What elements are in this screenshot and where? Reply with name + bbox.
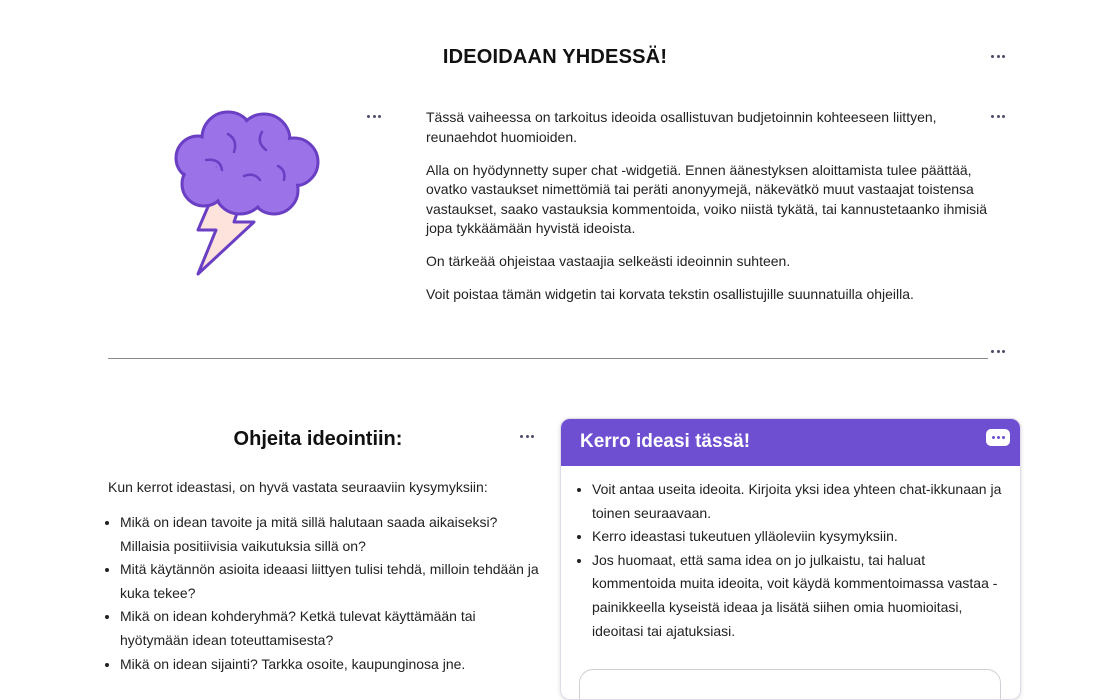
chat-instructions-list	[561, 478, 1002, 643]
guide-question-list	[108, 511, 540, 676]
guide-title: Ohjeita ideointiin:	[233, 428, 403, 450]
chat-widget-title: Kerro ideasi tässä!	[580, 431, 751, 452]
list-item: • Voit antaa useita ideoita. Kirjoita yksi idea yhteen chat-ikkunaan ja toinen seuraavaan.	[592, 478, 1002, 525]
text-widget-menu-icon[interactable]	[991, 112, 1005, 120]
list-item: • Mikä on idean tavoite ja mitä sillä halutaan saada aikaiseksi? Millaisia positiivisia vaikutuksia sillä on?	[120, 511, 540, 558]
list-item: • Jos huomaat, että sama idea on jo julkaistu, tai haluat kommentoida muita ideoita, voit käydä kommentoimassa vastaa -painikkeella kyseistä ideaa ja lisätä siihen omia huomioitasi, ideoitasi tai ajatuksiasi.	[592, 549, 1002, 643]
guide-lead-text: Kun kerrot ideastasi, on hyvä vastata seuraaviin kysymyksiin:	[108, 479, 488, 495]
list-item: • Kerro ideastasi tukeutuen ylläoleviin kysymyksiin.	[592, 525, 1002, 549]
list-item: • Mitä käytännön asioita ideaasi liittyen tulisi tehdä, milloin tehdään ja kuka tekee?	[120, 558, 540, 605]
section-divider	[108, 358, 988, 359]
divider-widget-menu-icon[interactable]	[991, 347, 1005, 355]
page-title: IDEOIDAAN YHDESSÄ!	[442, 46, 668, 68]
list-item: • Mikä on idean kohderyhmä? Ketkä tulevat käyttämään tai hyötymään idean toteuttamisesta?	[120, 605, 540, 652]
intro-paragraph: Voit poistaa tämän widgetin tai korvata tekstin osallistujille suunnatuilla ohjeilla.	[426, 286, 914, 302]
title-widget-menu-icon[interactable]	[991, 52, 1005, 60]
intro-paragraph: On tärkeää ohjeistaa vastaajia selkeästi ideoinnin suhteen.	[426, 253, 791, 269]
brain-lightning-icon	[158, 110, 326, 278]
chat-widget-card	[560, 418, 1021, 700]
intro-paragraph: Alla on hyödynnetty super chat -widgetiä. Ennen äänestyksen aloittamista tulee päättää, ovatko vastaukset nimettömiä tai peräti anonyymejä, näkevätkö muut vastaajat toistensa vastaukset, saako vastauksia kommentoida, voiko niistä tykätä, tai kannustetaanko ihmisiä jopa tykkäämään hyvistä ideoista.	[426, 161, 988, 236]
intro-text	[426, 108, 998, 318]
chat-message-input[interactable]	[579, 669, 1001, 700]
list-item: • Mikä on idean sijainti? Tarkka osoite, kaupunginosa jne.	[120, 653, 540, 677]
chat-widget-menu-button[interactable]	[986, 429, 1010, 446]
guide-widget-menu-icon[interactable]	[520, 432, 534, 440]
image-widget-menu-icon[interactable]	[367, 112, 381, 120]
chat-widget-header	[561, 419, 1020, 466]
intro-paragraph: Tässä vaiheessa on tarkoitus ideoida osallistuvan budjetoinnin kohteeseen liittyen, reunaehdot huomioiden.	[426, 109, 937, 145]
